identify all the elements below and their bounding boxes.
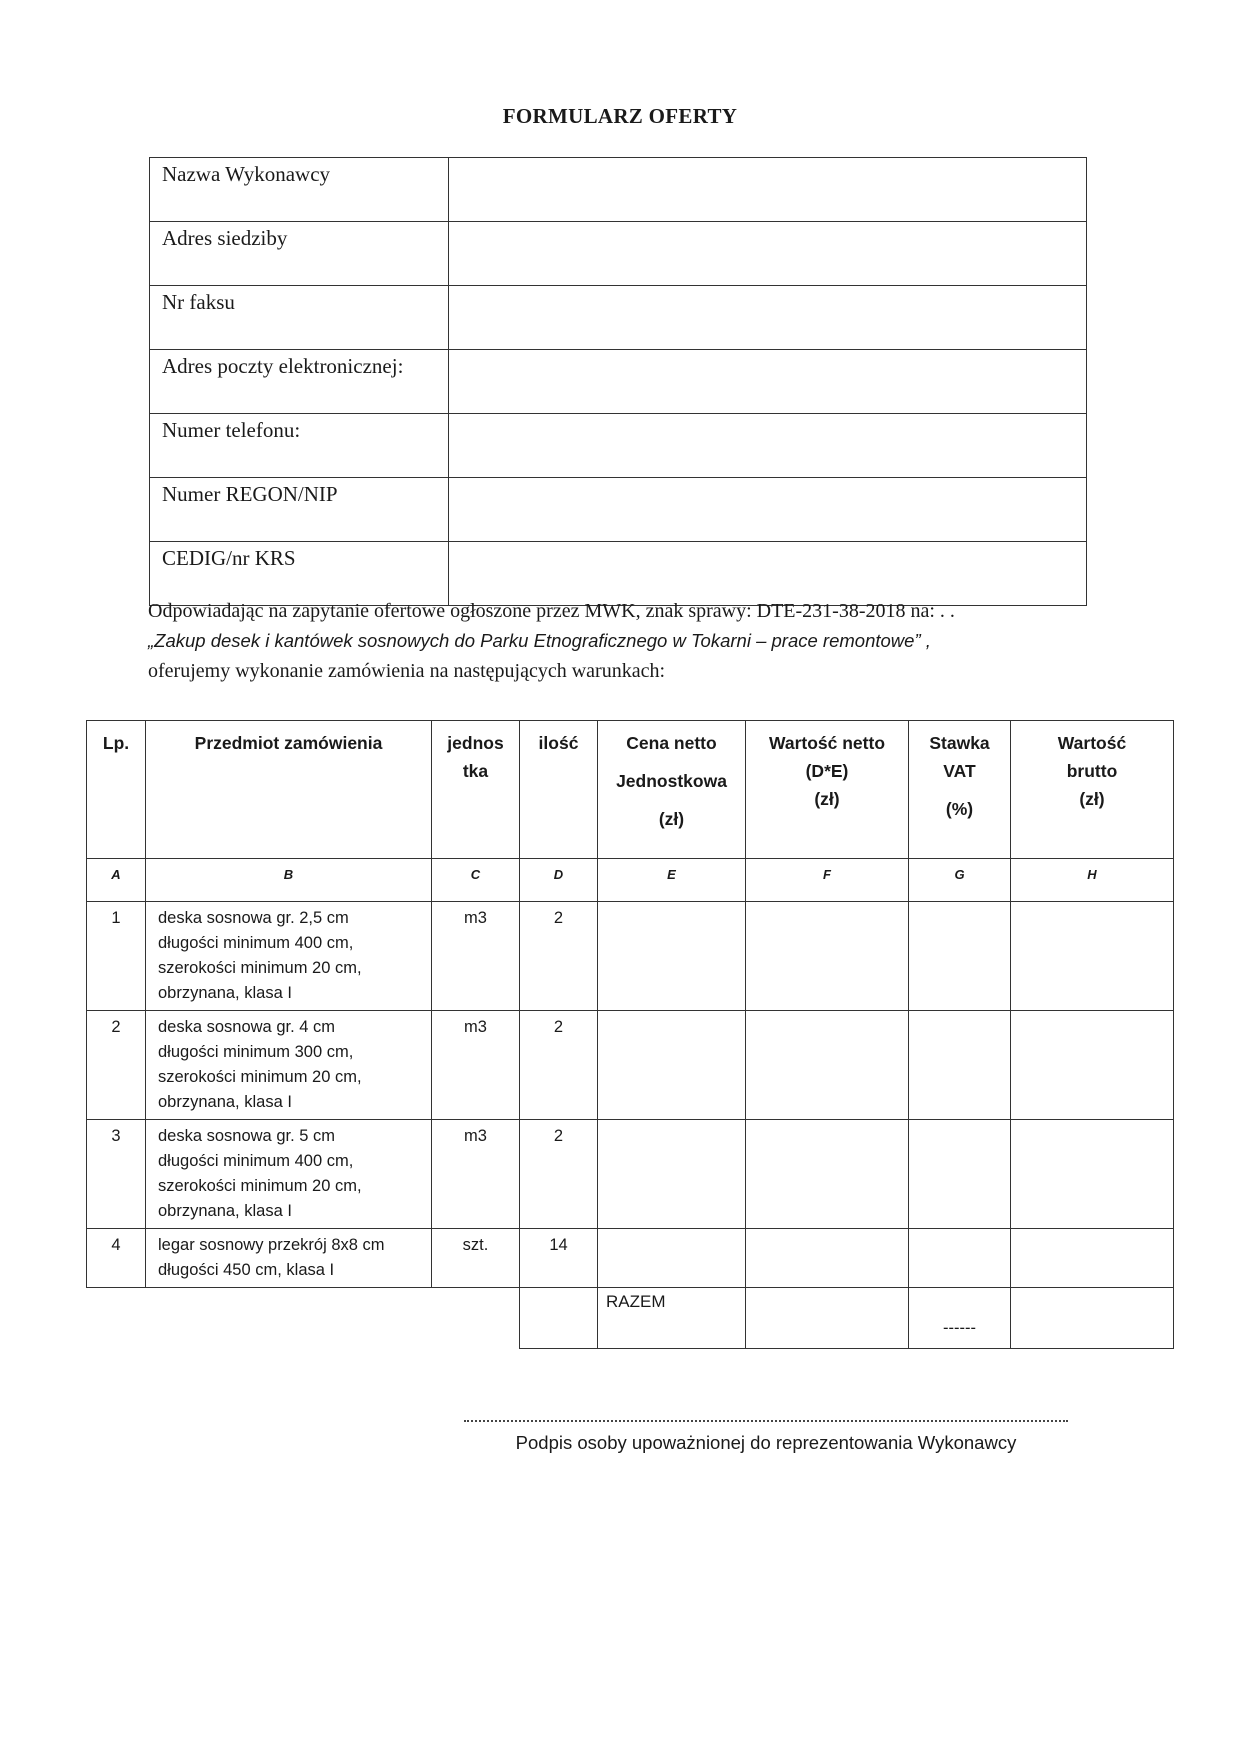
field-label: CEDIG/nr KRS — [150, 542, 449, 606]
signature-line[interactable] — [464, 1420, 1068, 1422]
net-value-cell[interactable] — [746, 1120, 909, 1229]
header-line: (D*E) — [805, 761, 849, 781]
header-line: Cena netto — [626, 733, 717, 753]
address-field[interactable] — [449, 222, 1087, 286]
desc-line: długości minimum 400 cm, — [158, 934, 354, 952]
header-line: VAT — [943, 761, 976, 781]
unit-price-cell[interactable] — [598, 1229, 746, 1288]
column-letter: B — [146, 859, 432, 902]
header-line: Stawka — [929, 733, 990, 753]
item-description — [146, 1229, 432, 1288]
row-number: 1 — [87, 902, 146, 1011]
field-label: Numer REGON/NIP — [150, 478, 449, 542]
header-line: (%) — [945, 799, 974, 819]
blank-cell — [146, 1288, 432, 1349]
column-letter: E — [598, 859, 746, 902]
intro-line: oferujemy wykonanie zamówienia na następujących warunkach: — [148, 660, 666, 682]
desc-line: długości 450 cm, klasa I — [158, 1261, 335, 1279]
net-value-cell[interactable] — [746, 1229, 909, 1288]
column-letter: G — [909, 859, 1011, 902]
row-number: 3 — [87, 1120, 146, 1229]
desc-line: szerokości minimum 20 cm, — [158, 1068, 362, 1086]
table-row — [87, 1229, 1174, 1288]
desc-line: długości minimum 300 cm, — [158, 1043, 354, 1061]
unit-cell: m3 — [432, 1011, 520, 1120]
item-description — [146, 1011, 432, 1120]
item-description — [146, 902, 432, 1011]
qty-cell: 2 — [520, 1011, 598, 1120]
col-header-unit — [432, 721, 520, 859]
unit-price-cell[interactable] — [598, 1120, 746, 1229]
field-label: Adres siedziby — [150, 222, 449, 286]
total-row — [87, 1288, 1174, 1349]
field-label: Nr faksu — [150, 286, 449, 350]
total-gross-value-cell[interactable] — [1011, 1288, 1174, 1349]
desc-line: obrzynana, klasa I — [158, 984, 292, 1002]
desc-line: obrzynana, klasa I — [158, 1202, 292, 1220]
desc-line: długości minimum 400 cm, — [158, 1152, 354, 1170]
net-value-cell[interactable] — [746, 1011, 909, 1120]
gross-value-cell[interactable] — [1011, 902, 1174, 1011]
desc-line: obrzynana, klasa I — [158, 1093, 292, 1111]
column-letter: C — [432, 859, 520, 902]
qty-cell: 2 — [520, 902, 598, 1011]
contractor-row — [150, 350, 1087, 414]
vat-cell[interactable] — [909, 1011, 1011, 1120]
order-subject: „Zakup desek i kantówek sosnowych do Parku Etnograficznego w Tokarni – prace remontowe” , — [148, 630, 931, 651]
header-line: (zł) — [1079, 789, 1105, 809]
header-line: (zł) — [814, 789, 840, 809]
vat-cell[interactable] — [909, 902, 1011, 1011]
column-letter-row — [87, 859, 1174, 902]
vat-cell[interactable] — [909, 1120, 1011, 1229]
col-header-qty: ilość — [520, 721, 598, 859]
gross-value-cell[interactable] — [1011, 1229, 1174, 1288]
contractor-info-table — [149, 157, 1087, 606]
row-number: 2 — [87, 1011, 146, 1120]
header-line: (zł) — [658, 809, 685, 829]
contractor-row — [150, 158, 1087, 222]
item-description — [146, 1120, 432, 1229]
phone-field[interactable] — [449, 414, 1087, 478]
total-label: RAZEM — [598, 1288, 746, 1349]
col-header-unit-price — [598, 721, 746, 859]
order-table — [86, 720, 1174, 1349]
table-row — [87, 902, 1174, 1011]
contractor-row — [150, 222, 1087, 286]
field-label: Numer telefonu: — [150, 414, 449, 478]
col-header-lp: Lp. — [87, 721, 146, 859]
intro-line: Odpowiadając na zapytanie ofertowe ogłoszone przez MWK, znak sprawy: DTE-231-38-2018 na: . . — [148, 600, 955, 622]
field-label: Adres poczty elektronicznej: — [150, 350, 449, 414]
table-row — [87, 1120, 1174, 1229]
regon-nip-field[interactable] — [449, 478, 1087, 542]
header-line: brutto — [1066, 761, 1118, 781]
col-header-vat — [909, 721, 1011, 859]
desc-line: szerokości minimum 20 cm, — [158, 959, 362, 977]
vat-cell[interactable] — [909, 1229, 1011, 1288]
total-vat-cell: ------ — [909, 1288, 1011, 1349]
fax-field[interactable] — [449, 286, 1087, 350]
header-line: Wartość netto — [768, 733, 886, 753]
desc-line: deska sosnowa gr. 2,5 cm — [158, 909, 349, 927]
email-field[interactable] — [449, 350, 1087, 414]
col-header-net-value — [746, 721, 909, 859]
qty-cell: 2 — [520, 1120, 598, 1229]
row-number: 4 — [87, 1229, 146, 1288]
desc-line: deska sosnowa gr. 5 cm — [158, 1127, 336, 1145]
desc-line: deska sosnowa gr. 4 cm — [158, 1018, 336, 1036]
column-letter: H — [1011, 859, 1174, 902]
intro-paragraph — [148, 596, 1108, 686]
header-line: tka — [462, 761, 489, 781]
desc-line: legar sosnowy przekrój 8x8 cm — [158, 1236, 385, 1254]
column-letter: A — [87, 859, 146, 902]
unit-cell: m3 — [432, 902, 520, 1011]
contractor-row — [150, 478, 1087, 542]
page-title: FORMULARZ OFERTY — [502, 104, 738, 128]
unit-cell: m3 — [432, 1120, 520, 1229]
total-empty-cell — [520, 1288, 598, 1349]
unit-price-cell[interactable] — [598, 902, 746, 1011]
field-label: Nazwa Wykonawcy — [150, 158, 449, 222]
signature-label: Podpis osoby upoważnionej do reprezentowania Wykonawcy — [515, 1432, 1017, 1453]
table-row — [87, 1011, 1174, 1120]
header-line: jednos — [447, 733, 504, 753]
total-net-value-cell[interactable] — [746, 1288, 909, 1349]
col-header-item: Przedmiot zamówienia — [146, 721, 432, 859]
column-letter: D — [520, 859, 598, 902]
blank-cell — [87, 1288, 146, 1349]
header-row — [87, 721, 1174, 859]
col-header-gross — [1011, 721, 1174, 859]
desc-line: szerokości minimum 20 cm, — [158, 1177, 362, 1195]
gross-value-cell[interactable] — [1011, 1011, 1174, 1120]
unit-cell: szt. — [432, 1229, 520, 1288]
contractor-row — [150, 286, 1087, 350]
column-letter: F — [746, 859, 909, 902]
unit-price-cell[interactable] — [598, 1011, 746, 1120]
net-value-cell[interactable] — [746, 902, 909, 1011]
qty-cell: 14 — [520, 1229, 598, 1288]
contractor-name-field[interactable] — [449, 158, 1087, 222]
blank-cell — [432, 1288, 520, 1349]
header-line: Wartość — [1057, 733, 1127, 753]
gross-value-cell[interactable] — [1011, 1120, 1174, 1229]
contractor-row — [150, 414, 1087, 478]
header-line: Jednostkowa — [616, 771, 727, 791]
